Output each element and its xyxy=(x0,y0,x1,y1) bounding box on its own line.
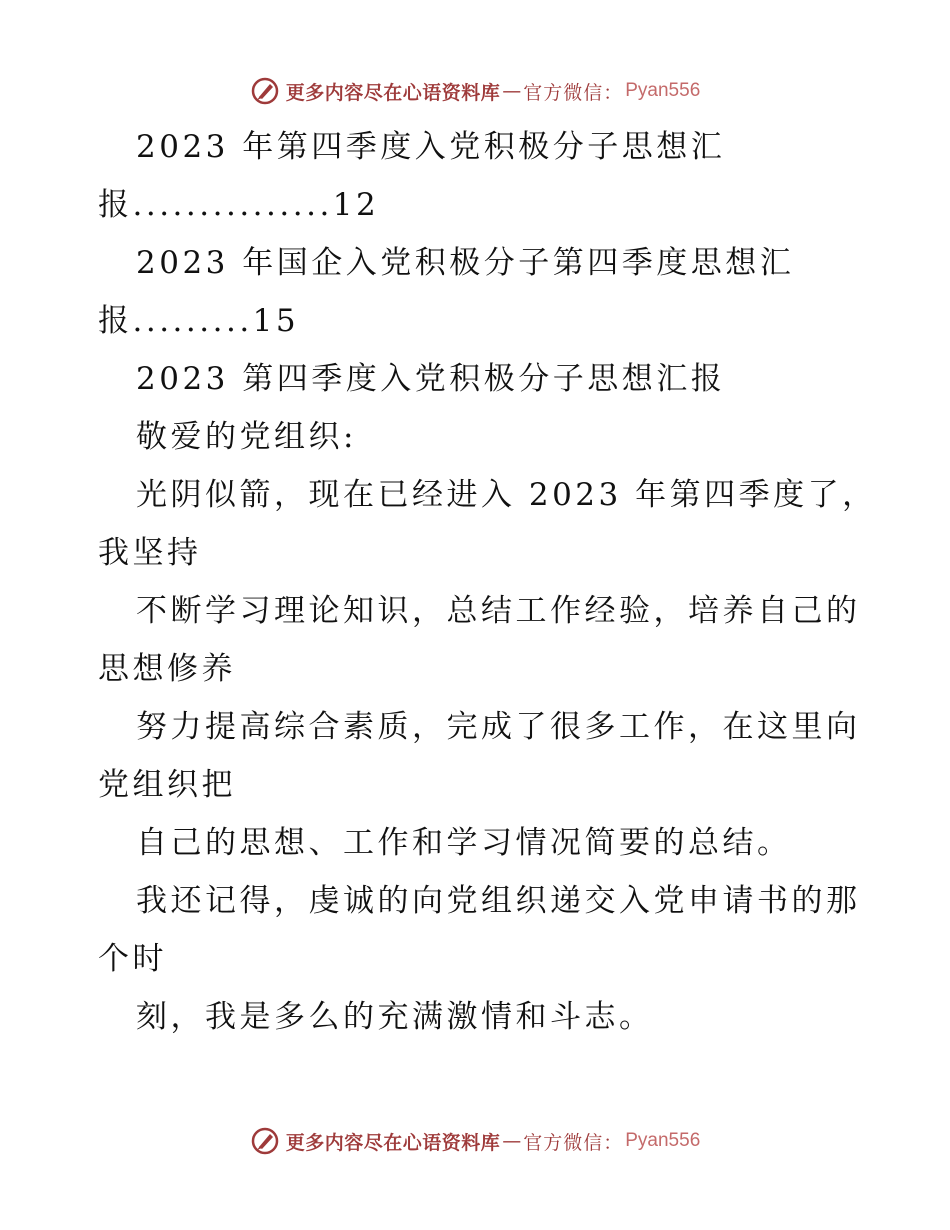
body-text-line: 报...............12 xyxy=(98,187,380,223)
body-text-line: 个时 xyxy=(98,941,167,977)
banner-brand-text: 更多内容尽在心语资料库 xyxy=(285,81,501,104)
body-text-line: 我坚持 xyxy=(98,535,202,571)
header-watermark-banner xyxy=(0,71,950,111)
banner-dash: — xyxy=(502,1130,522,1152)
banner-dash: — xyxy=(502,80,522,102)
banner-wechat-label: 官方微信： xyxy=(523,1131,624,1154)
body-text-line: 2023 年国企入党积极分子第四季度思想汇 xyxy=(136,245,795,281)
body-text-line: 不断学习理论知识，总结工作经验，培养自己的 xyxy=(136,593,861,629)
body-text-line: 思想修养 xyxy=(98,651,236,687)
document-body xyxy=(98,118,877,1046)
body-text-line: 我还记得，虔诚的向党组织递交入党申请书的那 xyxy=(136,883,861,919)
banner-wechat-label: 官方微信： xyxy=(523,81,624,104)
body-text-line: 2023 年第四季度入党积极分子思想汇 xyxy=(136,129,726,165)
banner-wechat-id: Pyan556 xyxy=(625,1130,701,1151)
body-text-line: 刻，我是多么的充满激情和斗志。 xyxy=(136,999,654,1035)
body-text-line: 努力提高综合素质，完成了很多工作，在这里向 xyxy=(136,709,861,745)
body-text-line: 党组织把 xyxy=(98,767,236,803)
body-text-line: 2023 第四季度入党积极分子思想汇报 xyxy=(136,361,726,397)
footer-watermark-banner xyxy=(0,1121,950,1161)
body-text-line: 光阴似箭，现在已经进入 2023 年第四季度了， xyxy=(136,477,877,513)
banner-wechat-id: Pyan556 xyxy=(625,80,701,101)
banner-brand-text: 更多内容尽在心语资料库 xyxy=(285,1131,501,1154)
pen-seal-icon xyxy=(250,1126,280,1156)
body-text-line: 敬爱的党组织: xyxy=(136,419,357,455)
body-text-line: 报.........15 xyxy=(98,303,300,339)
body-text-line: 自己的思想、工作和学习情况简要的总结。 xyxy=(136,825,792,861)
pen-seal-icon xyxy=(250,76,280,106)
